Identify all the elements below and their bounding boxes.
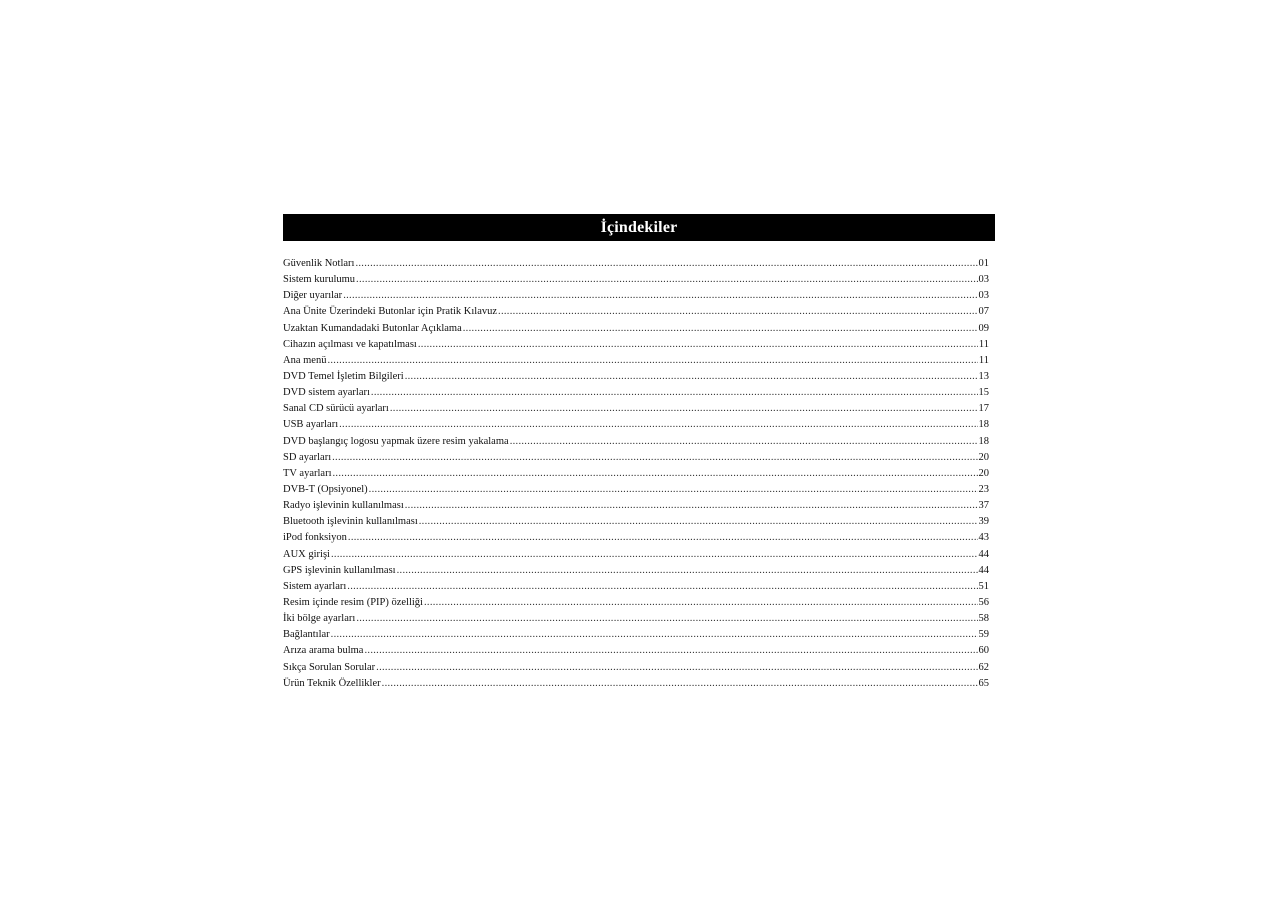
toc-entry-label: Sanal CD sürücü ayarları bbox=[283, 403, 389, 415]
toc-entry[interactable] bbox=[283, 321, 989, 337]
toc-entry-label: Güvenlik Notları bbox=[283, 258, 355, 269]
toc-entry-page-number: 18 bbox=[978, 419, 989, 431]
dot-leader bbox=[327, 353, 977, 369]
dot-leader bbox=[356, 611, 977, 627]
toc-entry-label: Diğer uyarılar bbox=[283, 290, 343, 302]
toc-entry-page-number: 56 bbox=[978, 596, 989, 608]
dot-leader bbox=[418, 337, 978, 353]
dot-leader bbox=[510, 434, 978, 450]
toc-entry-label: DVD başlangıç logosu yapmak üzere resim yakalama bbox=[283, 435, 509, 447]
toc-header-bar bbox=[283, 214, 995, 241]
table-of-contents bbox=[283, 214, 995, 692]
toc-entry-label: Bluetooth işlevinin kullanılması bbox=[283, 516, 418, 528]
toc-entry-label: TV ayarları bbox=[283, 467, 332, 479]
toc-entry-page-number: 43 bbox=[978, 532, 989, 544]
toc-entry-page-number: 03 bbox=[978, 290, 989, 302]
toc-entry[interactable] bbox=[283, 288, 989, 304]
toc-entry-page-number: 11 bbox=[978, 338, 989, 350]
toc-entry[interactable] bbox=[283, 482, 989, 498]
dot-leader bbox=[331, 627, 978, 643]
toc-entry-page-number: 60 bbox=[978, 645, 989, 657]
toc-entry-label: SD ayarları bbox=[283, 451, 332, 463]
toc-entry[interactable] bbox=[283, 676, 989, 692]
toc-entry-page-number: 01 bbox=[978, 258, 989, 269]
toc-entry-page-number: 20 bbox=[978, 467, 989, 479]
toc-entry[interactable] bbox=[283, 417, 989, 433]
toc-entry[interactable] bbox=[283, 547, 989, 563]
toc-entry-label: Resim içinde resim (PIP) özelliği bbox=[283, 596, 423, 608]
toc-entry-label: Ana menü bbox=[283, 354, 327, 366]
toc-entry[interactable] bbox=[283, 450, 989, 466]
toc-entry-label: DVD sistem ayarları bbox=[283, 387, 370, 399]
toc-entry[interactable] bbox=[283, 272, 989, 288]
toc-entry-label: iPod fonksiyon bbox=[283, 532, 347, 544]
toc-entry-label: Bağlantılar bbox=[283, 629, 330, 641]
toc-entry-page-number: 23 bbox=[978, 483, 989, 495]
dot-leader bbox=[356, 272, 977, 288]
toc-entry-page-number: 51 bbox=[978, 580, 989, 592]
dot-leader bbox=[405, 369, 978, 385]
toc-entry-label: Cihazın açılması ve kapatılması bbox=[283, 338, 417, 350]
toc-entry[interactable] bbox=[283, 304, 989, 320]
toc-entry-label: DVB-T (Opsiyonel) bbox=[283, 483, 368, 495]
toc-entry-page-number: 11 bbox=[978, 354, 989, 366]
toc-entry-page-number: 17 bbox=[978, 403, 989, 415]
toc-entry-label: GPS işlevinin kullanılması bbox=[283, 564, 396, 576]
toc-entry-page-number: 44 bbox=[978, 548, 989, 560]
dot-leader bbox=[332, 450, 977, 466]
dot-leader bbox=[405, 498, 978, 514]
toc-entry[interactable] bbox=[283, 579, 989, 595]
dot-leader bbox=[347, 579, 977, 595]
dot-leader bbox=[463, 321, 978, 337]
toc-entry[interactable] bbox=[283, 514, 989, 530]
dot-leader bbox=[397, 563, 978, 579]
toc-entry-label: DVD Temel İşletim Bilgileri bbox=[283, 370, 404, 382]
dot-leader bbox=[376, 660, 977, 676]
toc-entry[interactable] bbox=[283, 256, 989, 272]
toc-entry-page-number: 20 bbox=[978, 451, 989, 463]
dot-leader bbox=[339, 417, 977, 433]
toc-entry-label: Uzaktan Kumandadaki Butonlar Açıklama bbox=[283, 322, 462, 334]
toc-entry[interactable] bbox=[283, 401, 989, 417]
toc-entry-label: Ürün Teknik Özellikler bbox=[283, 677, 381, 689]
toc-entry-label: Ana Ünite Üzerindeki Butonlar için Pratik Kılavuz bbox=[283, 306, 498, 318]
dot-leader bbox=[498, 304, 977, 320]
dot-leader bbox=[343, 288, 977, 304]
toc-entry-label: AUX girişi bbox=[283, 548, 330, 560]
toc-entry-page-number: 39 bbox=[978, 516, 989, 528]
toc-entry[interactable] bbox=[283, 353, 989, 369]
toc-entry-page-number: 07 bbox=[978, 306, 989, 318]
toc-entry-page-number: 13 bbox=[978, 370, 989, 382]
toc-entry-label: Sistem kurulumu bbox=[283, 274, 356, 286]
toc-entry[interactable] bbox=[283, 530, 989, 546]
page-title: İçindekiler bbox=[600, 218, 678, 236]
dot-leader bbox=[419, 514, 978, 530]
toc-entry-page-number: 09 bbox=[978, 322, 989, 334]
toc-entry[interactable] bbox=[283, 434, 989, 450]
dot-leader bbox=[333, 466, 978, 482]
toc-entry[interactable] bbox=[283, 643, 989, 659]
toc-list bbox=[283, 256, 989, 692]
toc-entry-page-number: 18 bbox=[978, 435, 989, 447]
toc-entry[interactable] bbox=[283, 627, 989, 643]
toc-entry[interactable] bbox=[283, 385, 989, 401]
toc-entry-label: USB ayarları bbox=[283, 419, 339, 431]
toc-entry-page-number: 58 bbox=[978, 613, 989, 625]
dot-leader bbox=[364, 643, 977, 659]
toc-entry-label: Sıkça Sorulan Sorular bbox=[283, 661, 376, 673]
toc-entry-label: İki bölge ayarları bbox=[283, 613, 356, 625]
toc-entry-page-number: 44 bbox=[978, 564, 989, 576]
toc-entry-page-number: 65 bbox=[978, 677, 989, 689]
dot-leader bbox=[331, 547, 978, 563]
dot-leader bbox=[390, 401, 978, 417]
toc-entry-page-number: 62 bbox=[978, 661, 989, 673]
toc-entry[interactable] bbox=[283, 595, 989, 611]
toc-entry-label: Arıza arama bulma bbox=[283, 645, 364, 657]
toc-entry-page-number: 15 bbox=[978, 387, 989, 399]
dot-leader bbox=[355, 256, 977, 272]
toc-entry[interactable] bbox=[283, 337, 989, 353]
toc-entry-page-number: 03 bbox=[978, 274, 989, 286]
dot-leader bbox=[424, 595, 978, 611]
dot-leader bbox=[348, 530, 978, 546]
toc-entry-label: Radyo işlevinin kullanılması bbox=[283, 500, 404, 512]
toc-entry-label: Sistem ayarları bbox=[283, 580, 347, 592]
toc-entry[interactable] bbox=[283, 498, 989, 514]
toc-entry[interactable] bbox=[283, 660, 989, 676]
toc-entry-page-number: 59 bbox=[978, 629, 989, 641]
toc-entry[interactable] bbox=[283, 369, 989, 385]
dot-leader bbox=[371, 385, 978, 401]
dot-leader bbox=[382, 676, 978, 692]
toc-entry[interactable] bbox=[283, 611, 989, 627]
dot-leader bbox=[369, 482, 978, 498]
toc-entry[interactable] bbox=[283, 563, 989, 579]
toc-entry[interactable] bbox=[283, 466, 989, 482]
toc-entry-page-number: 37 bbox=[978, 500, 989, 512]
